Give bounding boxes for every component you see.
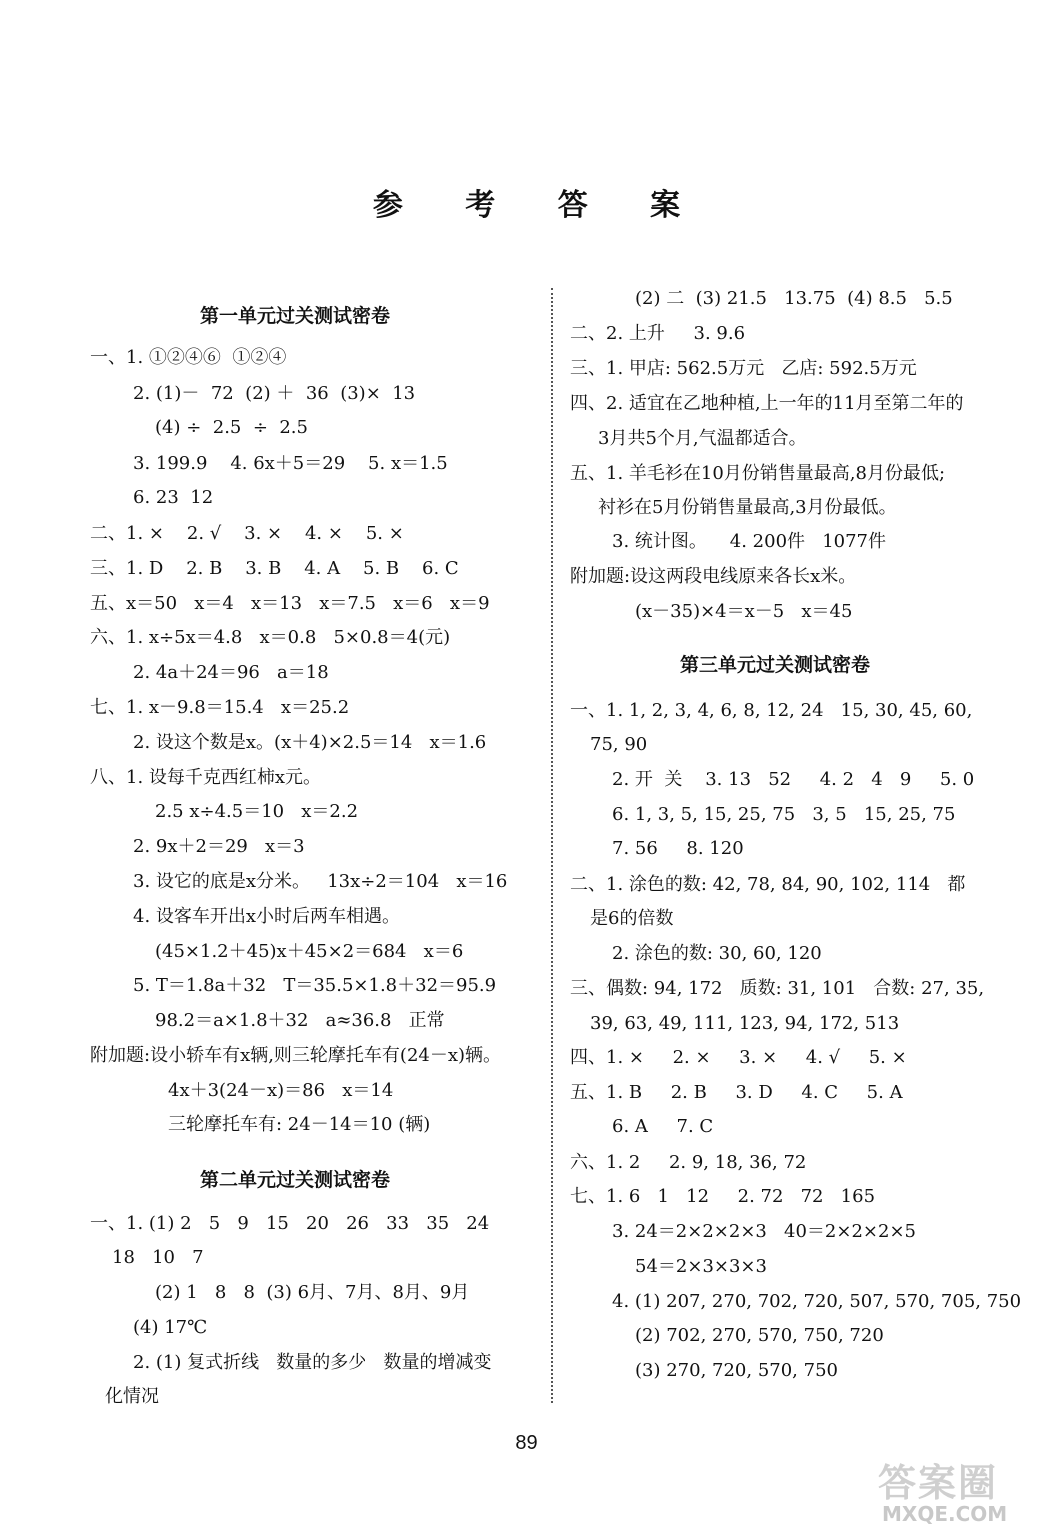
- answer-line: 六、1. 2 2. 9, 18, 36, 72: [570, 1152, 807, 1173]
- answer-line: 2. 涂色的数: 30, 60, 120: [612, 943, 822, 964]
- answer-line: 七、1. x－9.8＝15.4 x＝25.2: [90, 697, 350, 718]
- answer-line: 一、1. 1, 2, 3, 4, 6, 8, 12, 24 15, 30, 45, 60,: [570, 700, 973, 721]
- answer-line: 三、1. D 2. B 3. B 4. A 5. B 6. C: [90, 558, 459, 579]
- answer-line: (45×1.2＋45)x＋45×2＝684 x＝6: [155, 941, 464, 962]
- answer-line: 3. 24＝2×2×2×3 40＝2×2×2×5: [612, 1221, 916, 1242]
- watermark-logo: [872, 1452, 1048, 1530]
- answer-line: 6. 1, 3, 5, 15, 25, 75 3, 5 15, 25, 75: [612, 804, 956, 825]
- answer-line: 化情况: [105, 1386, 159, 1407]
- watermark-text: 答案圈: [878, 1461, 999, 1505]
- answer-line: 二、1. × 2. √ 3. × 4. × 5. ×: [90, 523, 404, 544]
- answer-line: 98.2＝a×1.8＋32 a≈36.8 正常: [155, 1010, 445, 1031]
- answer-line: 二、1. 涂色的数: 42, 78, 84, 90, 102, 114 都: [570, 874, 966, 895]
- answer-line: (4) 17℃: [133, 1317, 208, 1338]
- answer-line: (x－35)×4＝x－5 x＝45: [635, 601, 853, 622]
- answer-line: 6. 23 12: [133, 487, 214, 508]
- answer-line: 五、1. 羊毛衫在10月份销售量最高,8月份最低;: [570, 463, 946, 484]
- answer-line: 3. 统计图。 4. 200件 1077件: [612, 531, 887, 552]
- answer-line: (2) 1 8 8 (3) 6月、7月、8月、9月: [155, 1282, 470, 1303]
- answer-line: 七、1. 6 1 12 2. 72 72 165: [570, 1186, 876, 1207]
- answer-line: 2. 开 关 3. 13 52 4. 2 4 9 5. 0: [612, 769, 975, 790]
- answer-line: 2.5 x÷4.5＝10 x＝2.2: [155, 801, 359, 822]
- answer-line: 3. 设它的底是x分米。 13x÷2＝104 x＝16: [133, 871, 508, 892]
- answer-line: 五、1. B 2. B 3. D 4. C 5. A: [570, 1082, 903, 1103]
- answer-line: 2. 4a＋24＝96 a＝18: [133, 662, 329, 683]
- answer-line: 39, 63, 49, 111, 123, 94, 172, 513: [590, 1013, 900, 1034]
- page-title: 参 考 答 案: [372, 188, 707, 223]
- answer-line: 2. (1)－ 72 (2) ＋ 36 (3)× 13: [133, 383, 416, 404]
- answer-line: 三轮摩托车有: 24－14＝10 (辆): [168, 1114, 431, 1135]
- answer-line: 3月共5个月,气温都适合。: [598, 428, 807, 449]
- answer-line: 衬衫在5月份销售量最高,3月份最低。: [598, 497, 897, 518]
- answer-line: 3. 199.9 4. 6x＋5＝29 5. x＝1.5: [133, 453, 448, 474]
- watermark-url: MXQE.COM: [882, 1502, 1008, 1526]
- answer-line: 4x＋3(24－x)＝86 x＝14: [168, 1080, 394, 1101]
- answer-line: 2. 9x＋2＝29 x＝3: [133, 836, 305, 857]
- answer-line: 三、偶数: 94, 172 质数: 31, 101 合数: 27, 35,: [570, 978, 985, 999]
- answer-line: (3) 270, 720, 570, 750: [635, 1360, 838, 1381]
- answer-line: (2) 二 (3) 21.5 13.75 (4) 8.5 5.5: [635, 288, 953, 309]
- answer-line: 附加题:设小轿车有x辆,则三轮摩托车有(24－x)辆。: [90, 1045, 502, 1066]
- answer-line: 附加题:设这两段电线原来各长x米。: [570, 566, 857, 587]
- unit1-title: 第一单元过关测试密卷: [200, 305, 391, 327]
- answer-line: 4. 设客车开出x小时后两车相遇。: [133, 906, 401, 927]
- answer-line: 四、2. 适宜在乙地种植,上一年的11月至第二年的: [570, 393, 964, 414]
- answer-line: (2) 702, 270, 570, 750, 720: [635, 1325, 884, 1346]
- answer-line: 5. T＝1.8a＋32 T＝35.5×1.8＋32＝95.9: [133, 975, 497, 996]
- answer-line: 六、1. x÷5x＝4.8 x＝0.8 5×0.8＝4(元): [90, 627, 451, 648]
- answer-line: 一、1. (1) 2 5 9 15 20 26 33 35 24: [90, 1213, 490, 1234]
- answer-line: 54＝2×3×3×3: [635, 1256, 767, 1277]
- answer-line: 2. 设这个数是x。(x＋4)×2.5＝14 x＝1.6: [133, 732, 487, 753]
- answer-line: 75, 90: [590, 734, 648, 755]
- answer-line: 五、x＝50 x＝4 x＝13 x＝7.5 x＝6 x＝9: [90, 593, 490, 614]
- unit3-title: 第三单元过关测试密卷: [680, 654, 871, 676]
- answer-line: 八、1. 设每千克西红柿x元。: [90, 767, 322, 788]
- answer-line: 二、2. 上升 3. 9.6: [570, 323, 746, 344]
- answer-line: 一、1. ①②④⑥ ①②④: [90, 347, 287, 368]
- answer-line: 2. (1) 复式折线 数量的多少 数量的增减变: [133, 1352, 492, 1373]
- answer-line: 7. 56 8. 120: [612, 838, 744, 859]
- answer-line: 三、1. 甲店: 562.5万元 乙店: 592.5万元: [570, 358, 917, 379]
- answer-line: 6. A 7. C: [612, 1116, 714, 1137]
- unit2-title: 第二单元过关测试密卷: [200, 1169, 391, 1191]
- answer-line: 18 10 7: [112, 1247, 204, 1268]
- answer-line: 四、1. × 2. × 3. × 4. √ 5. ×: [570, 1047, 907, 1068]
- answer-line: (4) ÷ 2.5 ÷ 2.5: [155, 417, 308, 438]
- page-number: 89: [515, 1432, 538, 1454]
- answer-line: 是6的倍数: [590, 908, 674, 929]
- answer-line: 4. (1) 207, 270, 702, 720, 507, 570, 705, 750: [612, 1291, 1022, 1312]
